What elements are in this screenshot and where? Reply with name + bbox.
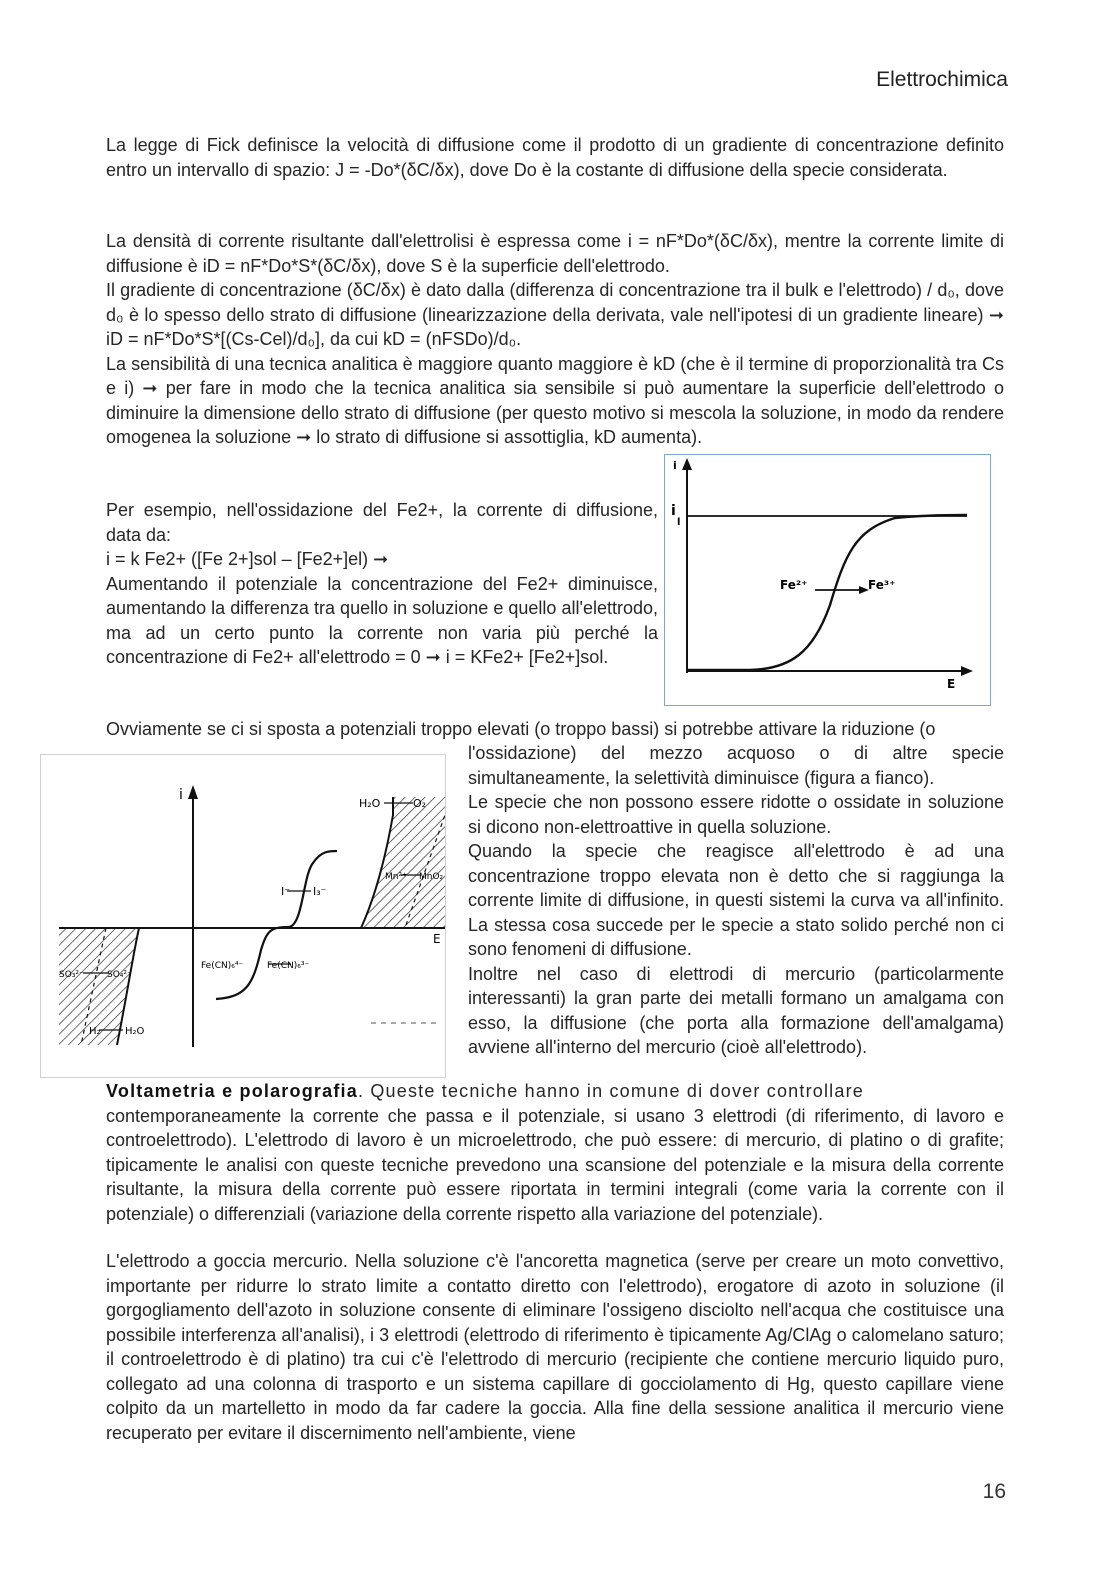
ferrocyanide-label: Fe(CN)₆⁴⁻ bbox=[201, 961, 244, 971]
y-axis-arrow-icon bbox=[188, 785, 198, 799]
paragraph-voltammetry bbox=[106, 1079, 1004, 1226]
text-fe-equation: i = k Fe2+ ([Fe 2+]sol – [Fe2+]el) ➞ bbox=[106, 549, 389, 569]
section-heading-voltammetry: Voltametria e polarografia bbox=[106, 1081, 358, 1101]
limit-current-sub: l bbox=[677, 517, 681, 528]
iodide-label: I⁻ bbox=[281, 885, 291, 898]
oxygen-label: O₂ bbox=[413, 797, 427, 810]
text-voltammetry-body: contemporaneamente la corrente che passa e il potenziale, si usano 3 elettrodi (di riferimento, di lavoro e controelettrodo). L'elettrodo di lavoro è un microelettrodo, che può essere: di mercurio, di platino o di grafite; tipicamente le analisi con queste tecniche prevedono una scansione del potenziale e la misura della corrente risultante, la misura della corrente può essere riportata in termini integrali (come varia la corrente con il potenziale) o differenziali (variazione della corrente rispetto alla variazione del potenziale). bbox=[106, 1105, 1004, 1224]
figure-fe-wave bbox=[664, 454, 991, 706]
page-header-title: Elettrochimica bbox=[876, 68, 1008, 91]
paragraph-fe-example bbox=[106, 498, 658, 670]
text-current-density: La densità di corrente risultante dall'elettrolisi è espressa come i = nF*Do*(δC/δx), mentre la corrente limite di diffusione è iD = nF*Do*S*(δC/δx), dove S è la superficie dell'elettrodo. bbox=[106, 231, 1004, 276]
sulfite-label: SO₃²⁻ bbox=[59, 970, 84, 980]
water-label: H₂O bbox=[359, 797, 381, 810]
text-fick-law: La legge di Fick definisce la velocità di diffusione come il prodotto di un gradiente di concentrazione definito entro un intervallo di spazio: J = -Do*(δC/δx), dove Do è la costante di diffusione della specie considerata. bbox=[106, 135, 1004, 180]
x-axis-label: E bbox=[433, 932, 441, 946]
text-selectivity-rest: l'ossidazione) del mezzo acquoso o di altre specie simultaneamente, la selettività diminuisce (figura a fianco). bbox=[468, 743, 1004, 788]
y-axis-label: i bbox=[673, 459, 677, 472]
text-concentration-gradient: Il gradiente di concentrazione (δC/δx) è dato dalla (differenza di concentrazione tra il bulk e l'elettrodo) / d₀, dove d₀ è lo spesso dello strato di diffusione (linearizzazione della derivata, vale nell'ipotesi di un gradiente lineare) ➞ iD = nF*Do*S*[(Cs-Cel)/d₀], da cui kD = (nFSDo)/d₀. bbox=[106, 280, 1004, 349]
manganese-dioxide-label: MnO₂ bbox=[419, 872, 444, 882]
figure-voltammogram bbox=[40, 754, 446, 1078]
species-fe3-label: Fe³⁺ bbox=[868, 578, 896, 592]
text-high-concentration: Quando la specie che reagisce all'elettrodo è ad una concentrazione troppo elevata non è detto che si raggiunga la corrente limite di diffusione, in questi sistemi la curva va all'infinito. La stessa cosa succede per le specie a stato solido perché non ci sono fenomeni di diffusione. bbox=[468, 841, 1004, 959]
species-fe2-label: Fe²⁺ bbox=[780, 578, 808, 592]
wave-curve bbox=[687, 515, 967, 670]
water-reduction-label: H₂O bbox=[125, 1026, 145, 1037]
text-mercury-amalgam: Inoltre nel caso di elettrodi di mercurio (particolarmente interessanti) la gran parte dei metalli formano un amalgama con esso, la diffusione (che porta alla formazione dell'amalgama) avviene all'interno del mercurio (cioè all'elettrodo). bbox=[468, 963, 1004, 1057]
text-fe-explanation: Aumentando il potenziale la concentrazione del Fe2+ diminuisce, aumentando la differenza tra quello in soluzione e quello all'elettrodo, ma ad un certo punto la corrente non varia più perché la concentrazione di Fe2+ all'elettrodo = 0 ➞ i = KFe2+ [Fe2+]sol. bbox=[106, 573, 658, 667]
figure-fe-wave-svg bbox=[665, 455, 990, 705]
limit-current-label: i bbox=[671, 503, 676, 519]
page-number: 16 bbox=[982, 1480, 1006, 1503]
manganese-ion-label: Mn²⁺ bbox=[385, 872, 407, 882]
triiodide-label: I₃⁻ bbox=[313, 885, 327, 898]
paragraph-fick-law bbox=[106, 133, 1004, 182]
x-axis-arrow-icon bbox=[961, 666, 973, 676]
hydrogen-label: H₂ bbox=[89, 1026, 101, 1037]
paragraph-mercury-drop bbox=[106, 1249, 1004, 1445]
voltammetry-heading-line bbox=[106, 1079, 1004, 1104]
ferricyanide-label: Fe(CN)₆³⁻ bbox=[267, 961, 310, 971]
y-axis-label: i bbox=[179, 787, 183, 803]
sulfate-label: SO₄²⁻ bbox=[107, 970, 132, 980]
paragraph-selectivity-line1 bbox=[106, 717, 1004, 742]
y-axis-arrow-icon bbox=[682, 458, 692, 470]
paragraph-selectivity-rest bbox=[468, 741, 1004, 1060]
figure-voltammogram-svg bbox=[41, 755, 445, 1077]
text-mercury-drop-electrode: L'elettrodo a goccia mercurio. Nella soluzione c'è l'ancoretta magnetica (serve per creare un moto convettivo, importante per ridurre lo strato limite a contatto diretto con l'elettrodo), erogatore di azoto in soluzione (il gorgogliamento dell'azoto in soluzione consente di eliminare l'ossigeno disciolto nell'acqua che costituisce una possibile interferenza all'analisi), i 3 elettrodi (elettrodo di riferimento è tipicamente Ag/ClAg o calomelano saturo; il controelettrodo è di platino) tra cui c'è l'elettrodo di mercurio (recipiente che contiene mercurio liquido puro, collegato ad una colonna di trasporto e un sistema capillare di gocciolamento di Hg, questo capillare viene colpito da un martelletto in modo da far cadere la goccia. Alla fine della sessione analitica il mercurio viene recuperato per evitare il discernimento nell'ambiente, viene bbox=[106, 1251, 1004, 1443]
text-selectivity-first-line: Ovviamente se ci si sposta a potenziali troppo elevati (o troppo bassi) si potrebbe attivare la riduzione (o bbox=[106, 719, 936, 739]
x-axis-label: E bbox=[947, 677, 956, 691]
voltammetry-lead: . Queste tecniche hanno in comune di dover controllare bbox=[357, 1081, 865, 1101]
text-non-electroactive: Le specie che non possono essere ridotte o ossidate in soluzione si dicono non-elettroattive in quella soluzione. bbox=[468, 792, 1004, 837]
oxidation-limit-hatch bbox=[361, 797, 445, 928]
paragraph-current-density bbox=[106, 229, 1004, 450]
text-sensitivity: La sensibilità di una tecnica analitica è maggiore quanto maggiore è kD (che è il termine di proporzionalità tra Cs e i) ➞ per fare in modo che la tecnica analitica sia sensibile si può aumentare la superficie dell'elettrodo o diminuire la dimensione dello strato di diffusione (per questo motivo si mescola la soluzione, in modo da rendere omogenea la soluzione ➞ lo strato di diffusione si assottiglia, kD aumenta). bbox=[106, 353, 1004, 447]
text-fe-example-intro: Per esempio, nell'ossidazione del Fe2+, la corrente di diffusione, data da: bbox=[106, 500, 658, 545]
